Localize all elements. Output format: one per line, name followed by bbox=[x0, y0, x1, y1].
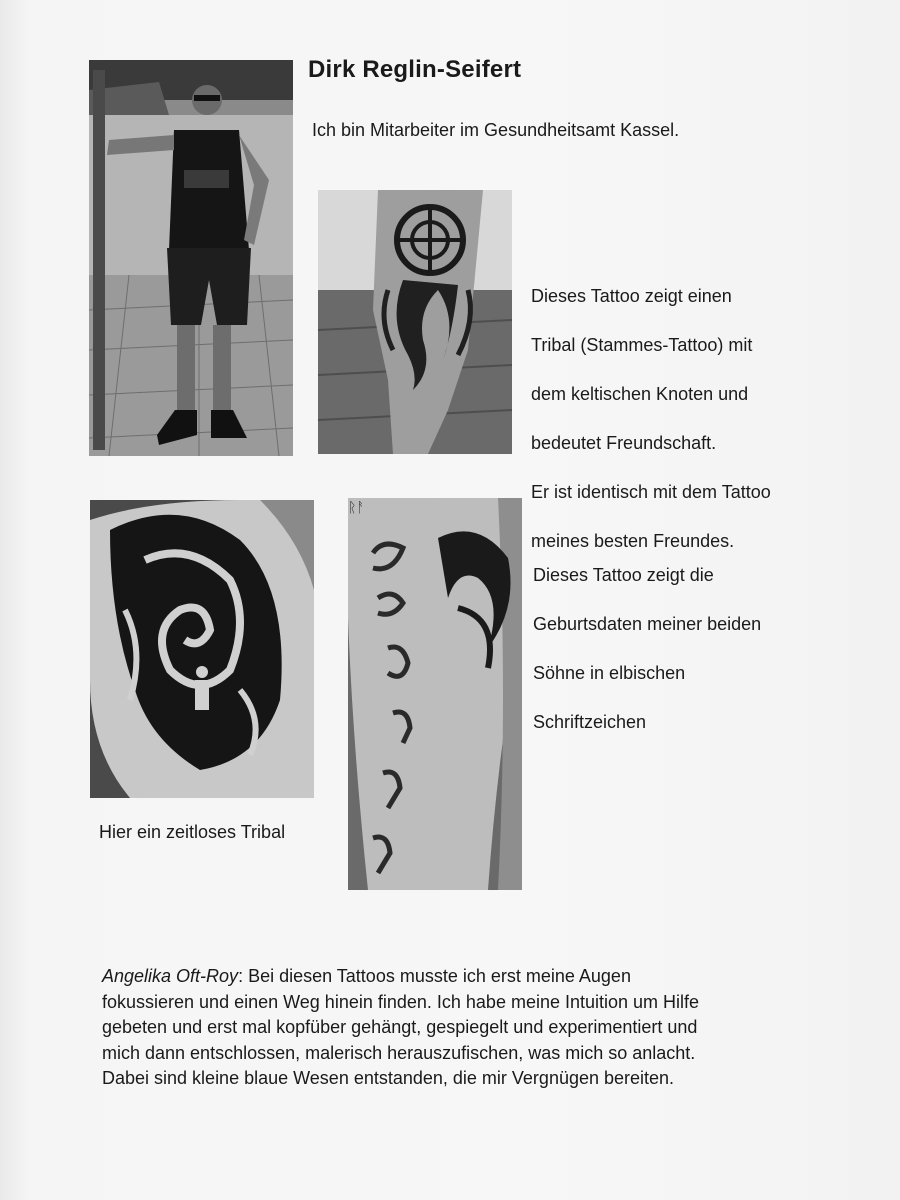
text-line: Schriftzeichen bbox=[533, 711, 647, 732]
text-line: Tribal (Stammes-Tattoo) mit bbox=[531, 334, 753, 355]
quote-text: : Bei diesen Tattoos musste ich erst meine Augen bbox=[238, 966, 631, 986]
person-name: Dirk Reglin-Seifert bbox=[308, 56, 522, 83]
text-line: bedeutet Freundschaft. bbox=[531, 432, 717, 453]
quote-line: mich dann entschlossen, malerisch herauszufischen, was mich so anlacht. bbox=[102, 1042, 696, 1063]
text-line: Dieses Tattoo zeigt die bbox=[533, 564, 714, 585]
svg-text:ᚱᚨ: ᚱᚨ bbox=[348, 500, 365, 516]
leg-tattoo-photo bbox=[318, 190, 512, 454]
intro-text: Ich bin Mitarbeiter im Gesundheitsamt Kassel. bbox=[312, 120, 680, 140]
artist-quote bbox=[102, 964, 832, 1092]
shoulder-tattoo-photo bbox=[90, 500, 314, 798]
text-line: Geburtsdaten meiner beiden bbox=[533, 613, 762, 634]
quote-author: Angelika Oft-Roy bbox=[102, 966, 239, 986]
quote-line: gebeten und erst mal kopfüber gehängt, gespiegelt und experimentiert und bbox=[102, 1017, 698, 1037]
text-line: dem keltischen Knoten und bbox=[531, 383, 749, 404]
back-tattoo-photo bbox=[348, 498, 522, 890]
text-line: Dieses Tattoo zeigt einen bbox=[531, 285, 732, 306]
shoulder-tattoo-caption: Hier ein zeitloses Tribal bbox=[99, 822, 286, 842]
back-tattoo-description bbox=[533, 538, 761, 734]
text-line: Er ist identisch mit dem Tattoo bbox=[531, 481, 771, 502]
portrait-photo bbox=[89, 60, 293, 456]
quote-line: Dabei sind kleine blaue Wesen entstanden, die mir Vergnügen bereiten. bbox=[102, 1068, 675, 1088]
quote-line: fokussieren und einen Weg hinein finden. Ich habe meine Intuition um Hilfe bbox=[102, 991, 700, 1012]
text-line: meines besten Freundes. bbox=[531, 530, 735, 551]
text-line: Söhne in elbischen bbox=[533, 662, 686, 683]
quote-first-line bbox=[102, 964, 832, 990]
leg-tattoo-description bbox=[531, 259, 771, 553]
